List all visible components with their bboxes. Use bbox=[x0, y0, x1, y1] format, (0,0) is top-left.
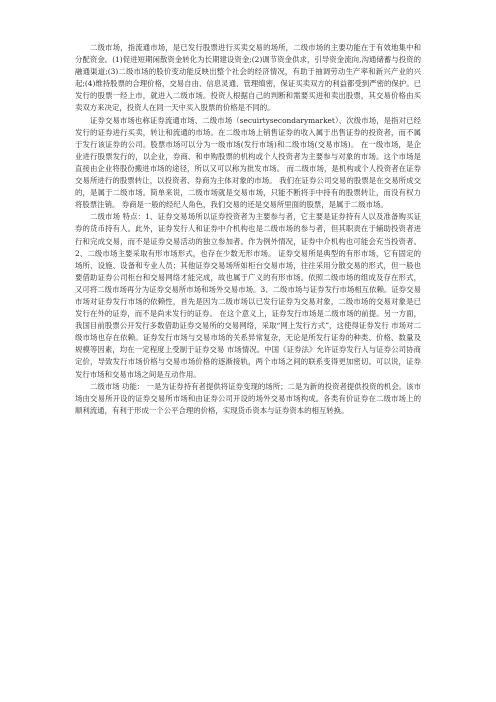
paragraph-secondary-market-features: 二级市场 特点：1、证券交易场所以证券投资者为主要参与者，它主要是证券持有人以及准备购买证券的货币持有人。此外，证券发行人和证券中介机构也是二级市场的参与者，但其职责在于辅助投资者进行和完成交易，而不是证券交易活动的独立参加者。作为例外情况，证券中介机构也可能会充当投资者。 2、二级市场主要采取有形市场形式，也存在少数无形市场。 证券交易所是典型的有形市场，它有固定的场所、设施、设备和专业人员；其他证券交易场所如柜台交易市场，往往采用分散交易的形式，但一般也要借助证券公司柜台和交易网络才能完成，故也属于广义的有形市场。依照二级市场的组成及存在形式，又可将二级市场再分为证券交易所市场和场外交易市场。3、二级市场与证券发行市场相互依赖。证券交易市场对证券发行市场的依赖性，首先是因为二级市场以已发行证券为交易对象，二级市场的交易对象是已发行在外的证券，而不是尚未发行的证券。 在这个意义上，证券发行市场是二级市场的前提。另一方面，我国目前股票公开发行多数借助证券交易所的交易网络，采取“网上发行方式”，这使得证券发行 市场对二级市场也存在依赖。证券发行市场与交易市场的关系异常复杂，无论是所发行证券的种类、价格、数量及规模等因素，均在一定程度上受制于证券交易 市场情况。中国《证券法》允许证券发行人与证券公司协商定价，导致发行市场价格与交易市场价格的逐渐接轨，两个市场之间的联系变得更加密切。可以说，证券发行市场和交易市场之间是互动作用。 bbox=[75, 212, 421, 379]
paragraph-secondary-market-functions: 二级市场 功能： 一是为证券持有者提供将证券变现的场所；二是为新的投资者提供投资的机会。该市场由交易所开设的证券交易所市场和由证券公司开设的场外交易市场构成。各类有价证券在二级市场上的顺利流通，有利于形成一个公平合理的价格，实现货币资本与证券资本的相互转换。 bbox=[75, 381, 421, 415]
paragraph-securities-trading-market: 证券交易市场也称证券流通市场、二级市场（secuirtysecondarymarket）、次级市场，是指对已经发行的证券进行买卖，转让和流通的市场。在二级市场上销售证券的收入属于出售证券的投资者，而不属于发行该证券的公司。股票市场可以分为一级市场(发行市场)和二级市场(交易市场)。 在一级市场，是企业进行股票发行的，以企业，券商、和申购股票的机构或个人投资者为主要参与对象的市场。这个市场是直接由企业将股份搬进市场的途径，所以又可以称为批发市场。 而二级市场，是机构或个人投资者在证券交易所进行的股票转让，以投资者、券商为主体对象的市场。 我们在证券公司交易的股票是在交易所成交的，是属于二级市场。简单来说，二级市场就是交易市场，只能不断将手中持有的股票转让，而没有权力将股票注销。 券商是一般的经纪人角色，我们交易的还是交易所里面的股票，是属于二级市场。 bbox=[75, 115, 421, 210]
document-page bbox=[75, 42, 421, 417]
paragraph-secondary-market-definition: 二级市场，指流通市场，是已发行股票进行买卖交易的场所，二级市场的主要功能在于有效地集中和分配资金。(1)促进短期闲散资金转化为长期建设资金;(2)调节资金供求，引导资金流向,沟通储蓄与投资的融通渠道;(3)二级市场的股价变动能反映出整个社会的经济情况，有助于抽调劳动生产率和新兴产业的兴起;(4)维持股票的合理价格，交易自由、信息灵通、管理缜密，保证买卖双方的利益都受到严密的保护。已发行的股票一经上市，就进入二级市场。投资人根据自己的判断和需要买进和卖出股票，其交易价格由买卖双方来决定，投资人在同一天中买入股票的价格是不同的。 bbox=[75, 43, 421, 113]
